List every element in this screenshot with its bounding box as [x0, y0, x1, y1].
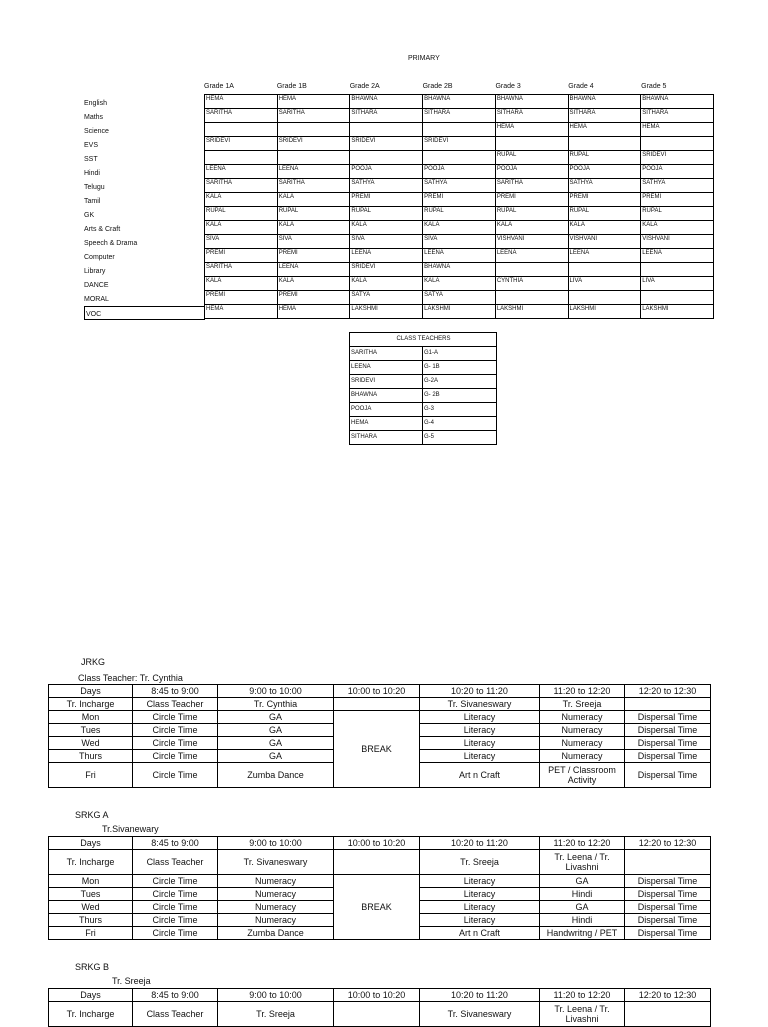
schedule-cell: Circle Time: [133, 888, 218, 901]
class-teacher-grade: G-5: [423, 431, 497, 445]
schedule-cell: Numeracy: [540, 711, 625, 724]
time-slot-header: 11:20 to 12:20: [540, 989, 625, 1002]
subject-label: Computer: [84, 254, 115, 261]
incharge-cell: Tr. Incharge: [49, 698, 133, 711]
time-slot-header: 12:20 to 12:30: [625, 837, 711, 850]
time-slot-header: 10:00 to 10:20: [334, 685, 420, 698]
incharge-cell: [625, 850, 711, 875]
table-row: [205, 165, 714, 179]
grade-header-row: [204, 83, 714, 90]
schedule-cell: Literacy: [420, 875, 540, 888]
schedule-cell: Dispersal Time: [625, 711, 711, 724]
table-header-row: [49, 837, 711, 850]
teacher-cell: RUPAL: [568, 207, 641, 221]
subject-list: [84, 96, 205, 320]
schedule-cell: Circle Time: [133, 737, 218, 750]
incharge-row: [49, 850, 711, 875]
subject-label: EVS: [84, 142, 99, 149]
time-slot-header: 9:00 to 10:00: [218, 837, 334, 850]
teacher-cell: LIVA: [568, 277, 641, 291]
table-row: [350, 403, 497, 417]
schedule-cell: Hindi: [540, 888, 625, 901]
teacher-cell: RUPAL: [568, 151, 641, 165]
teacher-cell: VISHVANI: [568, 235, 641, 249]
teacher-cell: [277, 123, 350, 137]
schedule-cell: Wed: [49, 901, 133, 914]
class-teacher-grade: G-4: [423, 417, 497, 431]
teacher-cell: RUPAL: [350, 207, 423, 221]
table-row: [205, 207, 714, 221]
class-teacher-name: POOJA: [350, 403, 423, 417]
schedule-cell: Art n Craft: [420, 763, 540, 788]
teacher-cell: LEENA: [205, 165, 278, 179]
teacher-cell: [423, 123, 496, 137]
subject-label: Science: [84, 128, 109, 135]
grade-header: Grade 5: [641, 83, 667, 90]
teacher-cell: [568, 263, 641, 277]
teacher-cell: SARITHA: [495, 179, 568, 193]
srkg-a-teacher: Tr.Sivanewary: [102, 824, 159, 834]
class-teacher-grade: G- 2B: [423, 389, 497, 403]
incharge-cell: Tr. Sivaneswary: [218, 850, 334, 875]
teacher-cell: BHAWNA: [423, 95, 496, 109]
teacher-cell: POOJA: [641, 165, 714, 179]
schedule-cell: Fri: [49, 927, 133, 940]
teacher-cell: LAKSHMI: [350, 305, 423, 319]
teacher-cell: SRIDEVI: [423, 137, 496, 151]
teacher-cell: PREMI: [568, 193, 641, 207]
srkg-a-timetable: [48, 836, 711, 940]
subject-label: Hindi: [84, 170, 100, 177]
subject-label: VOC: [84, 306, 205, 320]
teacher-cell: SARITHA: [277, 109, 350, 123]
teacher-cell: KALA: [568, 221, 641, 235]
teacher-cell: SIVA: [277, 235, 350, 249]
schedule-cell: Dispersal Time: [625, 927, 711, 940]
table-header-row: [49, 989, 711, 1002]
schedule-cell: Dispersal Time: [625, 737, 711, 750]
teacher-cell: SRIDEVI: [350, 137, 423, 151]
grade-header: Grade 2A: [349, 83, 380, 90]
teacher-cell: SATHYA: [350, 179, 423, 193]
table-row: [205, 291, 714, 305]
teacher-cell: LEENA: [277, 165, 350, 179]
schedule-cell: Fri: [49, 763, 133, 788]
teacher-cell: CYNTHIA: [495, 277, 568, 291]
schedule-cell: Literacy: [420, 888, 540, 901]
class-teacher-name: SRIDEVI: [350, 375, 423, 389]
table-row: [205, 263, 714, 277]
table-row: [205, 123, 714, 137]
teacher-cell: [495, 263, 568, 277]
teacher-cell: KALA: [277, 277, 350, 291]
schedule-cell: Numeracy: [540, 750, 625, 763]
time-slot-header: Days: [49, 837, 133, 850]
time-slot-header: Days: [49, 685, 133, 698]
time-slot-header: Days: [49, 989, 133, 1002]
schedule-cell: GA: [218, 750, 334, 763]
incharge-cell: [625, 1002, 711, 1027]
class-teacher-name: SARITHA: [350, 347, 423, 361]
schedule-cell: Dispersal Time: [625, 750, 711, 763]
table-row: [49, 875, 711, 888]
class-teacher-grade: G-2A: [423, 375, 497, 389]
class-teachers-table: [349, 332, 497, 445]
teacher-cell: KALA: [423, 277, 496, 291]
teacher-cell: SATHYA: [568, 179, 641, 193]
incharge-cell: Tr. Sreeja: [420, 850, 540, 875]
schedule-cell: Numeracy: [218, 875, 334, 888]
subject-label: MORAL: [84, 296, 109, 303]
teacher-cell: SITHARA: [423, 109, 496, 123]
schedule-cell: Literacy: [420, 914, 540, 927]
subject-label: Library: [84, 268, 106, 275]
schedule-cell: Dispersal Time: [625, 763, 711, 788]
teacher-cell: BHAWNA: [423, 263, 496, 277]
teacher-cell: SRIDEVI: [205, 137, 278, 151]
teacher-cell: SITHARA: [495, 109, 568, 123]
incharge-cell: Class Teacher: [133, 1002, 218, 1027]
teacher-cell: LAKSHMI: [495, 305, 568, 319]
schedule-cell: Dispersal Time: [625, 724, 711, 737]
schedule-cell: Zumba Dance: [218, 763, 334, 788]
class-teacher-grade: G- 1B: [423, 361, 497, 375]
teacher-cell: SARITHA: [205, 179, 278, 193]
table-row: [205, 151, 714, 165]
srkg-b-timetable: [48, 988, 711, 1027]
time-slot-header: 12:20 to 12:30: [625, 685, 711, 698]
table-row: [350, 361, 497, 375]
schedule-cell: Circle Time: [133, 763, 218, 788]
table-row: [350, 417, 497, 431]
schedule-cell: Circle Time: [133, 750, 218, 763]
table-row: [350, 347, 497, 361]
teacher-cell: PREMI: [205, 291, 278, 305]
teacher-cell: HEMA: [205, 95, 278, 109]
teacher-cell: [205, 151, 278, 165]
incharge-cell: Tr. Leena / Tr. Livashni: [540, 850, 625, 875]
teacher-cell: HEMA: [277, 305, 350, 319]
schedule-cell: Numeracy: [540, 737, 625, 750]
subject-label: GK: [84, 212, 95, 219]
teacher-cell: SATHYA: [641, 179, 714, 193]
teacher-cell: LEENA: [568, 249, 641, 263]
teacher-cell: LEENA: [495, 249, 568, 263]
teacher-cell: KALA: [495, 221, 568, 235]
teacher-cell: SIVA: [350, 235, 423, 249]
teacher-cell: KALA: [205, 277, 278, 291]
teacher-cell: POOJA: [568, 165, 641, 179]
incharge-cell: Tr. Leena / Tr. Livashni: [540, 1002, 625, 1027]
teacher-cell: SRIDEVI: [350, 263, 423, 277]
incharge-cell: Tr. Incharge: [49, 850, 133, 875]
incharge-row: [49, 1002, 711, 1027]
teacher-cell: LIVA: [641, 277, 714, 291]
teacher-cell: SITHARA: [568, 109, 641, 123]
time-slot-header: 11:20 to 12:20: [540, 837, 625, 850]
teacher-cell: SITHARA: [350, 109, 423, 123]
schedule-cell: Circle Time: [133, 914, 218, 927]
teacher-cell: SRIDEVI: [641, 151, 714, 165]
table-row: [205, 235, 714, 249]
incharge-row: [49, 698, 711, 711]
teacher-cell: HEMA: [495, 123, 568, 137]
teacher-cell: RUPAL: [641, 207, 714, 221]
schedule-cell: Literacy: [420, 724, 540, 737]
srkg-b-label: SRKG B: [75, 962, 110, 972]
grade-header: Grade 1A: [204, 83, 234, 90]
schedule-cell: Circle Time: [133, 875, 218, 888]
table-row: [205, 95, 714, 109]
teacher-cell: PREMI: [277, 291, 350, 305]
time-slot-header: 12:20 to 12:30: [625, 989, 711, 1002]
teacher-cell: SARITHA: [277, 179, 350, 193]
teacher-cell: SATYA: [350, 291, 423, 305]
teacher-cell: LAKSHMI: [568, 305, 641, 319]
schedule-cell: Hindi: [540, 914, 625, 927]
schedule-cell: Circle Time: [133, 927, 218, 940]
schedule-cell: Circle Time: [133, 711, 218, 724]
schedule-cell: GA: [218, 737, 334, 750]
subject-label: English: [84, 100, 107, 107]
teacher-cell: SIVA: [205, 235, 278, 249]
jrkg-timetable: [48, 684, 711, 788]
schedule-cell: Literacy: [420, 750, 540, 763]
class-teacher-grade: G1-A: [423, 347, 497, 361]
teacher-cell: LEENA: [350, 249, 423, 263]
teacher-cell: RUPAL: [495, 207, 568, 221]
time-slot-header: 10:20 to 11:20: [420, 685, 540, 698]
break-cell: BREAK: [334, 711, 420, 788]
teacher-cell: KALA: [205, 221, 278, 235]
time-slot-header: 8:45 to 9:00: [133, 837, 218, 850]
time-slot-header: 11:20 to 12:20: [540, 685, 625, 698]
schedule-cell: Literacy: [420, 901, 540, 914]
table-row: [205, 249, 714, 263]
teacher-cell: RUPAL: [277, 207, 350, 221]
class-teacher-name: SITHARA: [350, 431, 423, 445]
teacher-cell: POOJA: [350, 165, 423, 179]
incharge-cell: [334, 1002, 420, 1027]
table-row: [350, 431, 497, 445]
class-teacher-name: LEENA: [350, 361, 423, 375]
teacher-cell: LEENA: [641, 249, 714, 263]
srkg-a-label: SRKG A: [75, 810, 109, 820]
class-teachers-title: CLASS TEACHERS: [350, 333, 497, 347]
incharge-cell: Tr. Sivaneswary: [420, 698, 540, 711]
teacher-cell: KALA: [641, 221, 714, 235]
teacher-cell: KALA: [423, 221, 496, 235]
schedule-cell: Handwritng / PET: [540, 927, 625, 940]
grade-header: Grade 4: [568, 83, 594, 90]
schedule-cell: GA: [540, 901, 625, 914]
teacher-cell: HEMA: [641, 123, 714, 137]
teacher-cell: RUPAL: [205, 207, 278, 221]
table-row: [205, 137, 714, 151]
break-cell: BREAK: [334, 875, 420, 940]
teacher-cell: [205, 123, 278, 137]
grade-header: Grade 1B: [276, 83, 307, 90]
table-row: [350, 375, 497, 389]
table-row: [205, 109, 714, 123]
teacher-cell: KALA: [205, 193, 278, 207]
jrkg-class-teacher: Class Teacher: Tr. Cynthia: [78, 673, 183, 683]
incharge-cell: [334, 850, 420, 875]
teacher-cell: LAKSHMI: [423, 305, 496, 319]
schedule-cell: PET / Classroom Activity: [540, 763, 625, 788]
schedule-cell: Tues: [49, 724, 133, 737]
teacher-cell: LAKSHMI: [641, 305, 714, 319]
teacher-cell: KALA: [350, 221, 423, 235]
time-slot-header: 10:20 to 11:20: [420, 837, 540, 850]
schedule-cell: Dispersal Time: [625, 914, 711, 927]
primary-timetable: [204, 94, 714, 319]
teacher-cell: [641, 291, 714, 305]
teacher-cell: PREMI: [495, 193, 568, 207]
teacher-cell: LEENA: [277, 263, 350, 277]
teacher-cell: SRIDEVI: [277, 137, 350, 151]
schedule-cell: Literacy: [420, 737, 540, 750]
teacher-cell: KALA: [277, 221, 350, 235]
teacher-cell: BHAWNA: [641, 95, 714, 109]
subject-label: Maths: [84, 114, 104, 121]
subject-label: SST: [84, 156, 98, 163]
teacher-cell: [423, 151, 496, 165]
incharge-cell: Tr. Sreeja: [540, 698, 625, 711]
schedule-cell: Numeracy: [540, 724, 625, 737]
schedule-cell: Literacy: [420, 711, 540, 724]
grade-header: Grade 2B: [422, 83, 453, 90]
schedule-cell: Dispersal Time: [625, 875, 711, 888]
time-slot-header: 10:20 to 11:20: [420, 989, 540, 1002]
subject-label: DANCE: [84, 282, 109, 289]
teacher-cell: LEENA: [423, 249, 496, 263]
teacher-cell: [495, 137, 568, 151]
schedule-cell: Tues: [49, 888, 133, 901]
schedule-cell: Zumba Dance: [218, 927, 334, 940]
time-slot-header: 9:00 to 10:00: [218, 989, 334, 1002]
incharge-cell: Tr. Incharge: [49, 1002, 133, 1027]
teacher-cell: VISHVANI: [495, 235, 568, 249]
teacher-cell: PREMI: [350, 193, 423, 207]
schedule-cell: Circle Time: [133, 901, 218, 914]
schedule-cell: Art n Craft: [420, 927, 540, 940]
teacher-cell: SARITHA: [205, 263, 278, 277]
teacher-cell: [568, 137, 641, 151]
schedule-cell: Wed: [49, 737, 133, 750]
teacher-cell: HEMA: [277, 95, 350, 109]
teacher-cell: KALA: [350, 277, 423, 291]
teacher-cell: VISHVANI: [641, 235, 714, 249]
teacher-cell: SATYA: [423, 291, 496, 305]
table-header-row: [49, 685, 711, 698]
srkg-b-teacher: Tr. Sreeja: [112, 976, 151, 986]
teacher-cell: BHAWNA: [495, 95, 568, 109]
table-row: [205, 193, 714, 207]
schedule-cell: Numeracy: [218, 914, 334, 927]
schedule-cell: Circle Time: [133, 724, 218, 737]
grade-header: Grade 3: [495, 83, 521, 90]
incharge-cell: [625, 698, 711, 711]
teacher-cell: PREMI: [423, 193, 496, 207]
teacher-cell: PREMI: [277, 249, 350, 263]
class-teacher-name: HEMA: [350, 417, 423, 431]
time-slot-header: 10:00 to 10:20: [334, 837, 420, 850]
teacher-cell: SIVA: [423, 235, 496, 249]
schedule-cell: GA: [218, 711, 334, 724]
teacher-cell: HEMA: [205, 305, 278, 319]
table-row: [205, 221, 714, 235]
table-row: [49, 711, 711, 724]
time-slot-header: 10:00 to 10:20: [334, 989, 420, 1002]
incharge-cell: Tr. Sivaneswary: [420, 1002, 540, 1027]
table-row: [205, 305, 714, 319]
incharge-cell: Class Teacher: [133, 698, 218, 711]
time-slot-header: 9:00 to 10:00: [218, 685, 334, 698]
subject-label: Speech & Drama: [84, 240, 138, 247]
subject-label: Tamil: [84, 198, 101, 205]
teacher-cell: [350, 123, 423, 137]
teacher-cell: [277, 151, 350, 165]
schedule-cell: Dispersal Time: [625, 901, 711, 914]
teacher-cell: HEMA: [568, 123, 641, 137]
schedule-cell: Numeracy: [218, 901, 334, 914]
teacher-cell: PREMI: [641, 193, 714, 207]
teacher-cell: PREMI: [205, 249, 278, 263]
teacher-cell: [350, 151, 423, 165]
time-slot-header: 8:45 to 9:00: [133, 989, 218, 1002]
schedule-cell: Thurs: [49, 914, 133, 927]
teacher-cell: RUPAL: [423, 207, 496, 221]
schedule-cell: GA: [540, 875, 625, 888]
teacher-cell: [568, 291, 641, 305]
incharge-cell: Tr. Cynthia: [218, 698, 334, 711]
primary-title: PRIMARY: [408, 55, 440, 62]
teacher-cell: KALA: [277, 193, 350, 207]
time-slot-header: 8:45 to 9:00: [133, 685, 218, 698]
jrkg-label: JRKG: [81, 657, 106, 667]
schedule-cell: Mon: [49, 711, 133, 724]
schedule-cell: Mon: [49, 875, 133, 888]
teacher-cell: [641, 137, 714, 151]
teacher-cell: SATHYA: [423, 179, 496, 193]
teacher-cell: RUPAL: [495, 151, 568, 165]
schedule-cell: Thurs: [49, 750, 133, 763]
incharge-cell: Tr. Sreeja: [218, 1002, 334, 1027]
class-teacher-name: BHAWNA: [350, 389, 423, 403]
subject-label: Telugu: [84, 184, 105, 191]
teacher-cell: BHAWNA: [350, 95, 423, 109]
teacher-cell: POOJA: [495, 165, 568, 179]
incharge-cell: [334, 698, 420, 711]
incharge-cell: Class Teacher: [133, 850, 218, 875]
subject-label: Arts & Craft: [84, 226, 121, 233]
schedule-cell: Dispersal Time: [625, 888, 711, 901]
table-row: [205, 179, 714, 193]
teacher-cell: SARITHA: [205, 109, 278, 123]
teacher-cell: POOJA: [423, 165, 496, 179]
schedule-cell: Numeracy: [218, 888, 334, 901]
class-teacher-grade: G-3: [423, 403, 497, 417]
table-row: [205, 277, 714, 291]
teacher-cell: [641, 263, 714, 277]
teacher-cell: BHAWNA: [568, 95, 641, 109]
teacher-cell: [495, 291, 568, 305]
table-row: [350, 389, 497, 403]
schedule-cell: GA: [218, 724, 334, 737]
teacher-cell: SITHARA: [641, 109, 714, 123]
